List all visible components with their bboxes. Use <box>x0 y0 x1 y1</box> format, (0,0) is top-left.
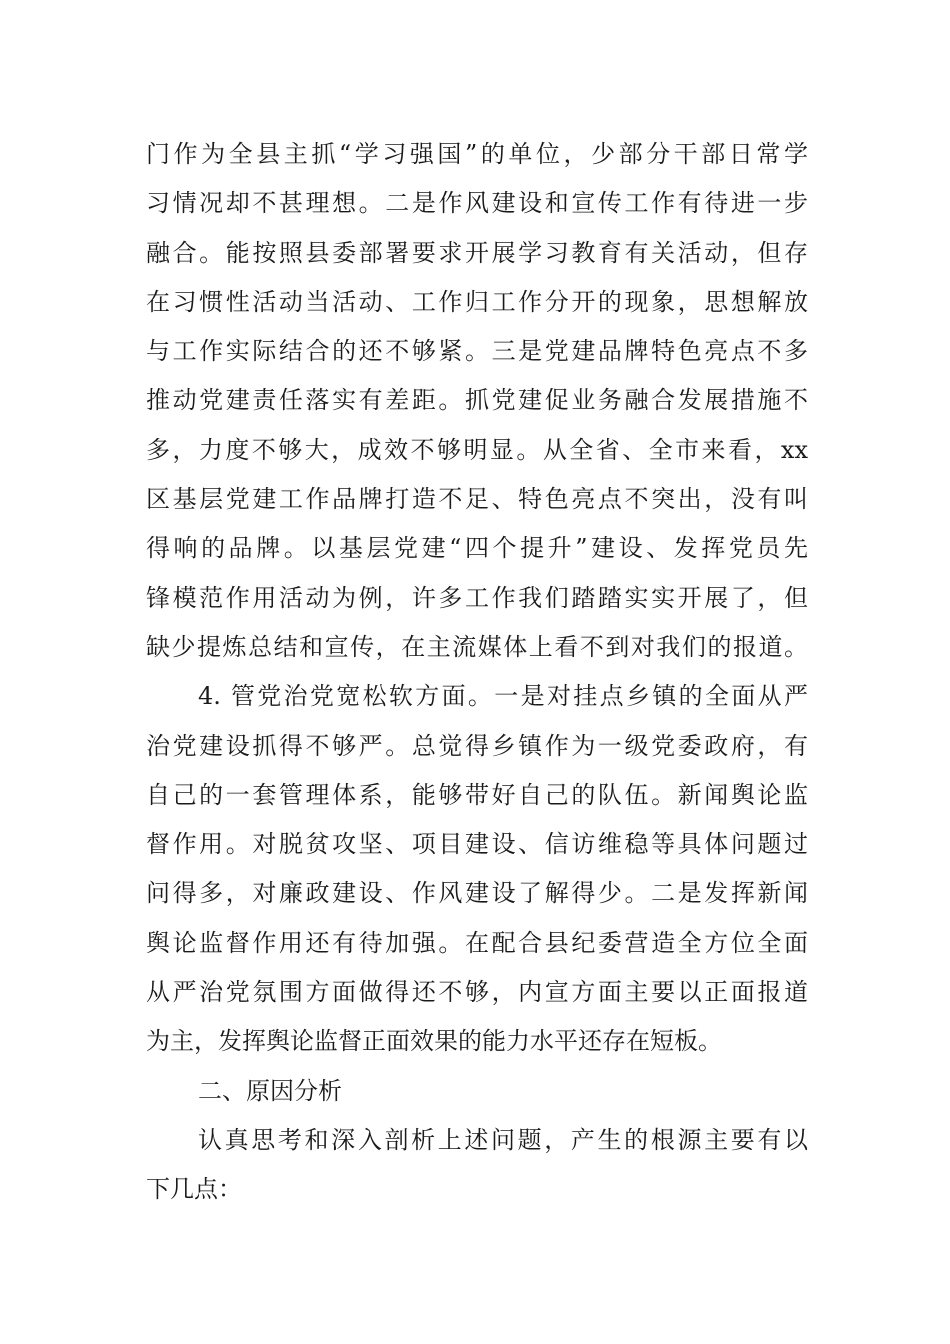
text-line: 区基层党建工作品牌打造不足、特色亮点不突出，没有叫 <box>146 485 808 514</box>
section-heading: 二、原因分析 <box>198 1076 342 1105</box>
text-line: 问得多，对廉政建设、作风建设了解得少。二是发挥新闻 <box>146 879 808 908</box>
text-line: 自己的一套管理体系，能够带好自己的队伍。新闻舆论监 <box>146 780 808 809</box>
text-line: 多，力度不够大，成效不够明显。从全省、全市来看，xx <box>146 435 808 464</box>
body-text <box>146 130 808 1215</box>
text-line: 舆论监督作用还有待加强。在配合县纪委营造全方位全面 <box>146 928 808 957</box>
text-line: 习情况却不甚理想。二是作风建设和宣传工作有待进一步 <box>146 189 808 218</box>
text-line: 缺少提炼总结和宣传，在主流媒体上看不到对我们的报道。 <box>146 632 808 661</box>
text-line: 治党建设抓得不够严。总觉得乡镇作为一级党委政府，有 <box>146 731 808 760</box>
paragraph-start-line: 认真思考和深入剖析上述问题，产生的根源主要有以 <box>198 1125 808 1154</box>
text-line: 得响的品牌。以基层党建“四个提升”建设、发挥党员先 <box>146 534 808 563</box>
text-line: 融合。能按照县委部署要求开展学习教育有关活动，但存 <box>146 238 808 267</box>
text-line: 下几点： <box>146 1175 242 1204</box>
paragraph-start-line: 4. 管党治党宽松软方面。一是对挂点乡镇的全面从严 <box>198 682 808 711</box>
text-line: 从严治党氛围方面做得还不够，内宣方面主要以正面报道 <box>146 978 808 1007</box>
text-line: 与工作实际结合的还不够紧。三是党建品牌特色亮点不多 <box>146 337 808 366</box>
text-line: 推动党建责任落实有差距。抓党建促业务融合发展措施不 <box>146 386 808 415</box>
text-line: 锋模范作用活动为例，许多工作我们踏踏实实开展了，但 <box>146 583 808 612</box>
text-line: 门作为全县主抓“学习强国”的单位，少部分干部日常学 <box>146 140 808 168</box>
text-line: 督作用。对脱贫攻坚、项目建设、信访维稳等具体问题过 <box>146 830 808 859</box>
text-line: 在习惯性活动当活动、工作归工作分开的现象，思想解放 <box>146 287 808 316</box>
text-line: 为主，发挥舆论监督正面效果的能力水平还存在短板。 <box>146 1027 722 1056</box>
